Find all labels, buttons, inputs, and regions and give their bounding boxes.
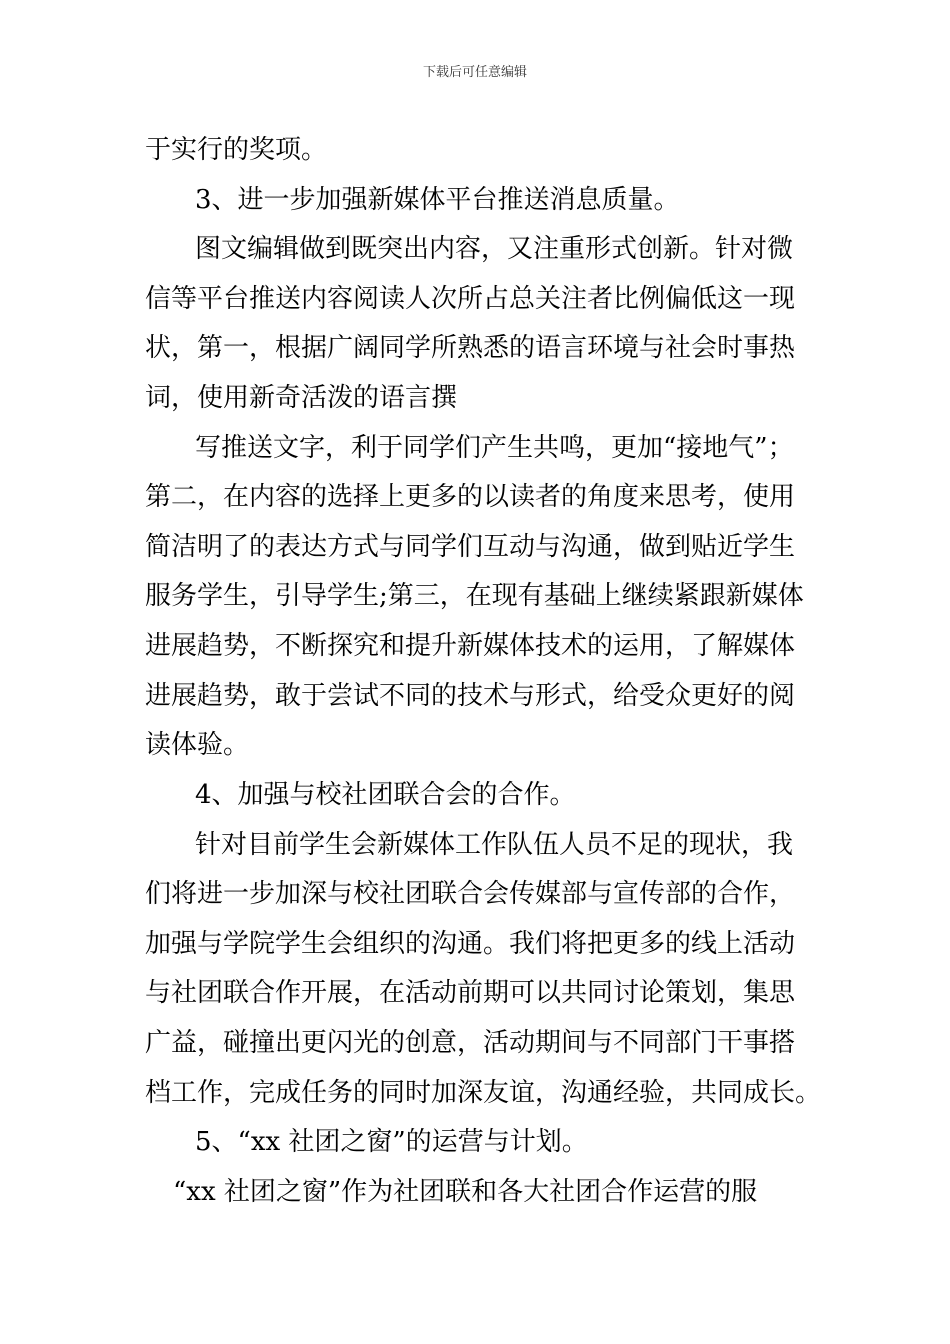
body-line: 读体验。 — [145, 730, 250, 760]
body-line: 加强与学院学生会组织的沟通。我们将把更多的线上活动 — [145, 929, 796, 959]
body-line: 词，使用新奇活泼的语言撰 — [145, 383, 458, 413]
body-line: 与社团联合作开展，在活动前期可以共同讨论策划，集思 — [145, 978, 796, 1008]
section-heading-4: 4、加强与校社团联合会的合作。 — [195, 780, 576, 810]
section-heading-5: 5、“xx 社团之窗”的运营与计划。 — [195, 1127, 588, 1157]
body-line: 进展趋势，敢于尝试不同的技术与形式，给受众更好的阅 — [145, 681, 796, 711]
body-line: 服务学生，引导学生;第三，在现有基础上继续紧跟新媒体 — [145, 581, 804, 611]
body-line: 进展趋势，不断探究和提升新媒体技术的运用，了解媒体 — [145, 631, 796, 661]
body-line: 于实行的奖项。 — [145, 135, 328, 165]
section-heading-3: 3、进一步加强新媒体平台推送消息质量。 — [195, 185, 680, 215]
body-line: 状，第一，根据广阔同学所熟悉的语言环境与社会时事热 — [145, 333, 796, 363]
paragraph-start: 写推送文字，利于同学们产生共鸣，更加“接地气”； — [195, 433, 794, 463]
page-header: 下载后可任意编辑 — [422, 65, 527, 80]
body-line: 信等平台推送内容阅读人次所占总关注者比例偏低这一现 — [145, 284, 796, 314]
body-line: 第二，在内容的选择上更多的以读者的角度来思考，使用 — [145, 482, 796, 512]
paragraph-start: 针对目前学生会新媒体工作队伍人员不足的现状，我 — [195, 830, 794, 860]
body-line: 简洁明了的表达方式与同学们互动与沟通，做到贴近学生 — [145, 532, 796, 562]
body-line: 们将进一步加深与校社团联合会传媒部与宣传部的合作， — [145, 879, 796, 909]
body-line: 档工作，完成任务的同时加深友谊，沟通经验，共同成长。 — [145, 1078, 822, 1108]
paragraph-start: 图文编辑做到既突出内容，又注重形式创新。针对微 — [195, 234, 794, 264]
paragraph-start: “xx 社团之窗”作为社团联和各大社团合作运营的服 — [173, 1177, 758, 1207]
body-line: 广益，碰撞出更闪光的创意，活动期间与不同部门干事搭 — [145, 1028, 796, 1058]
